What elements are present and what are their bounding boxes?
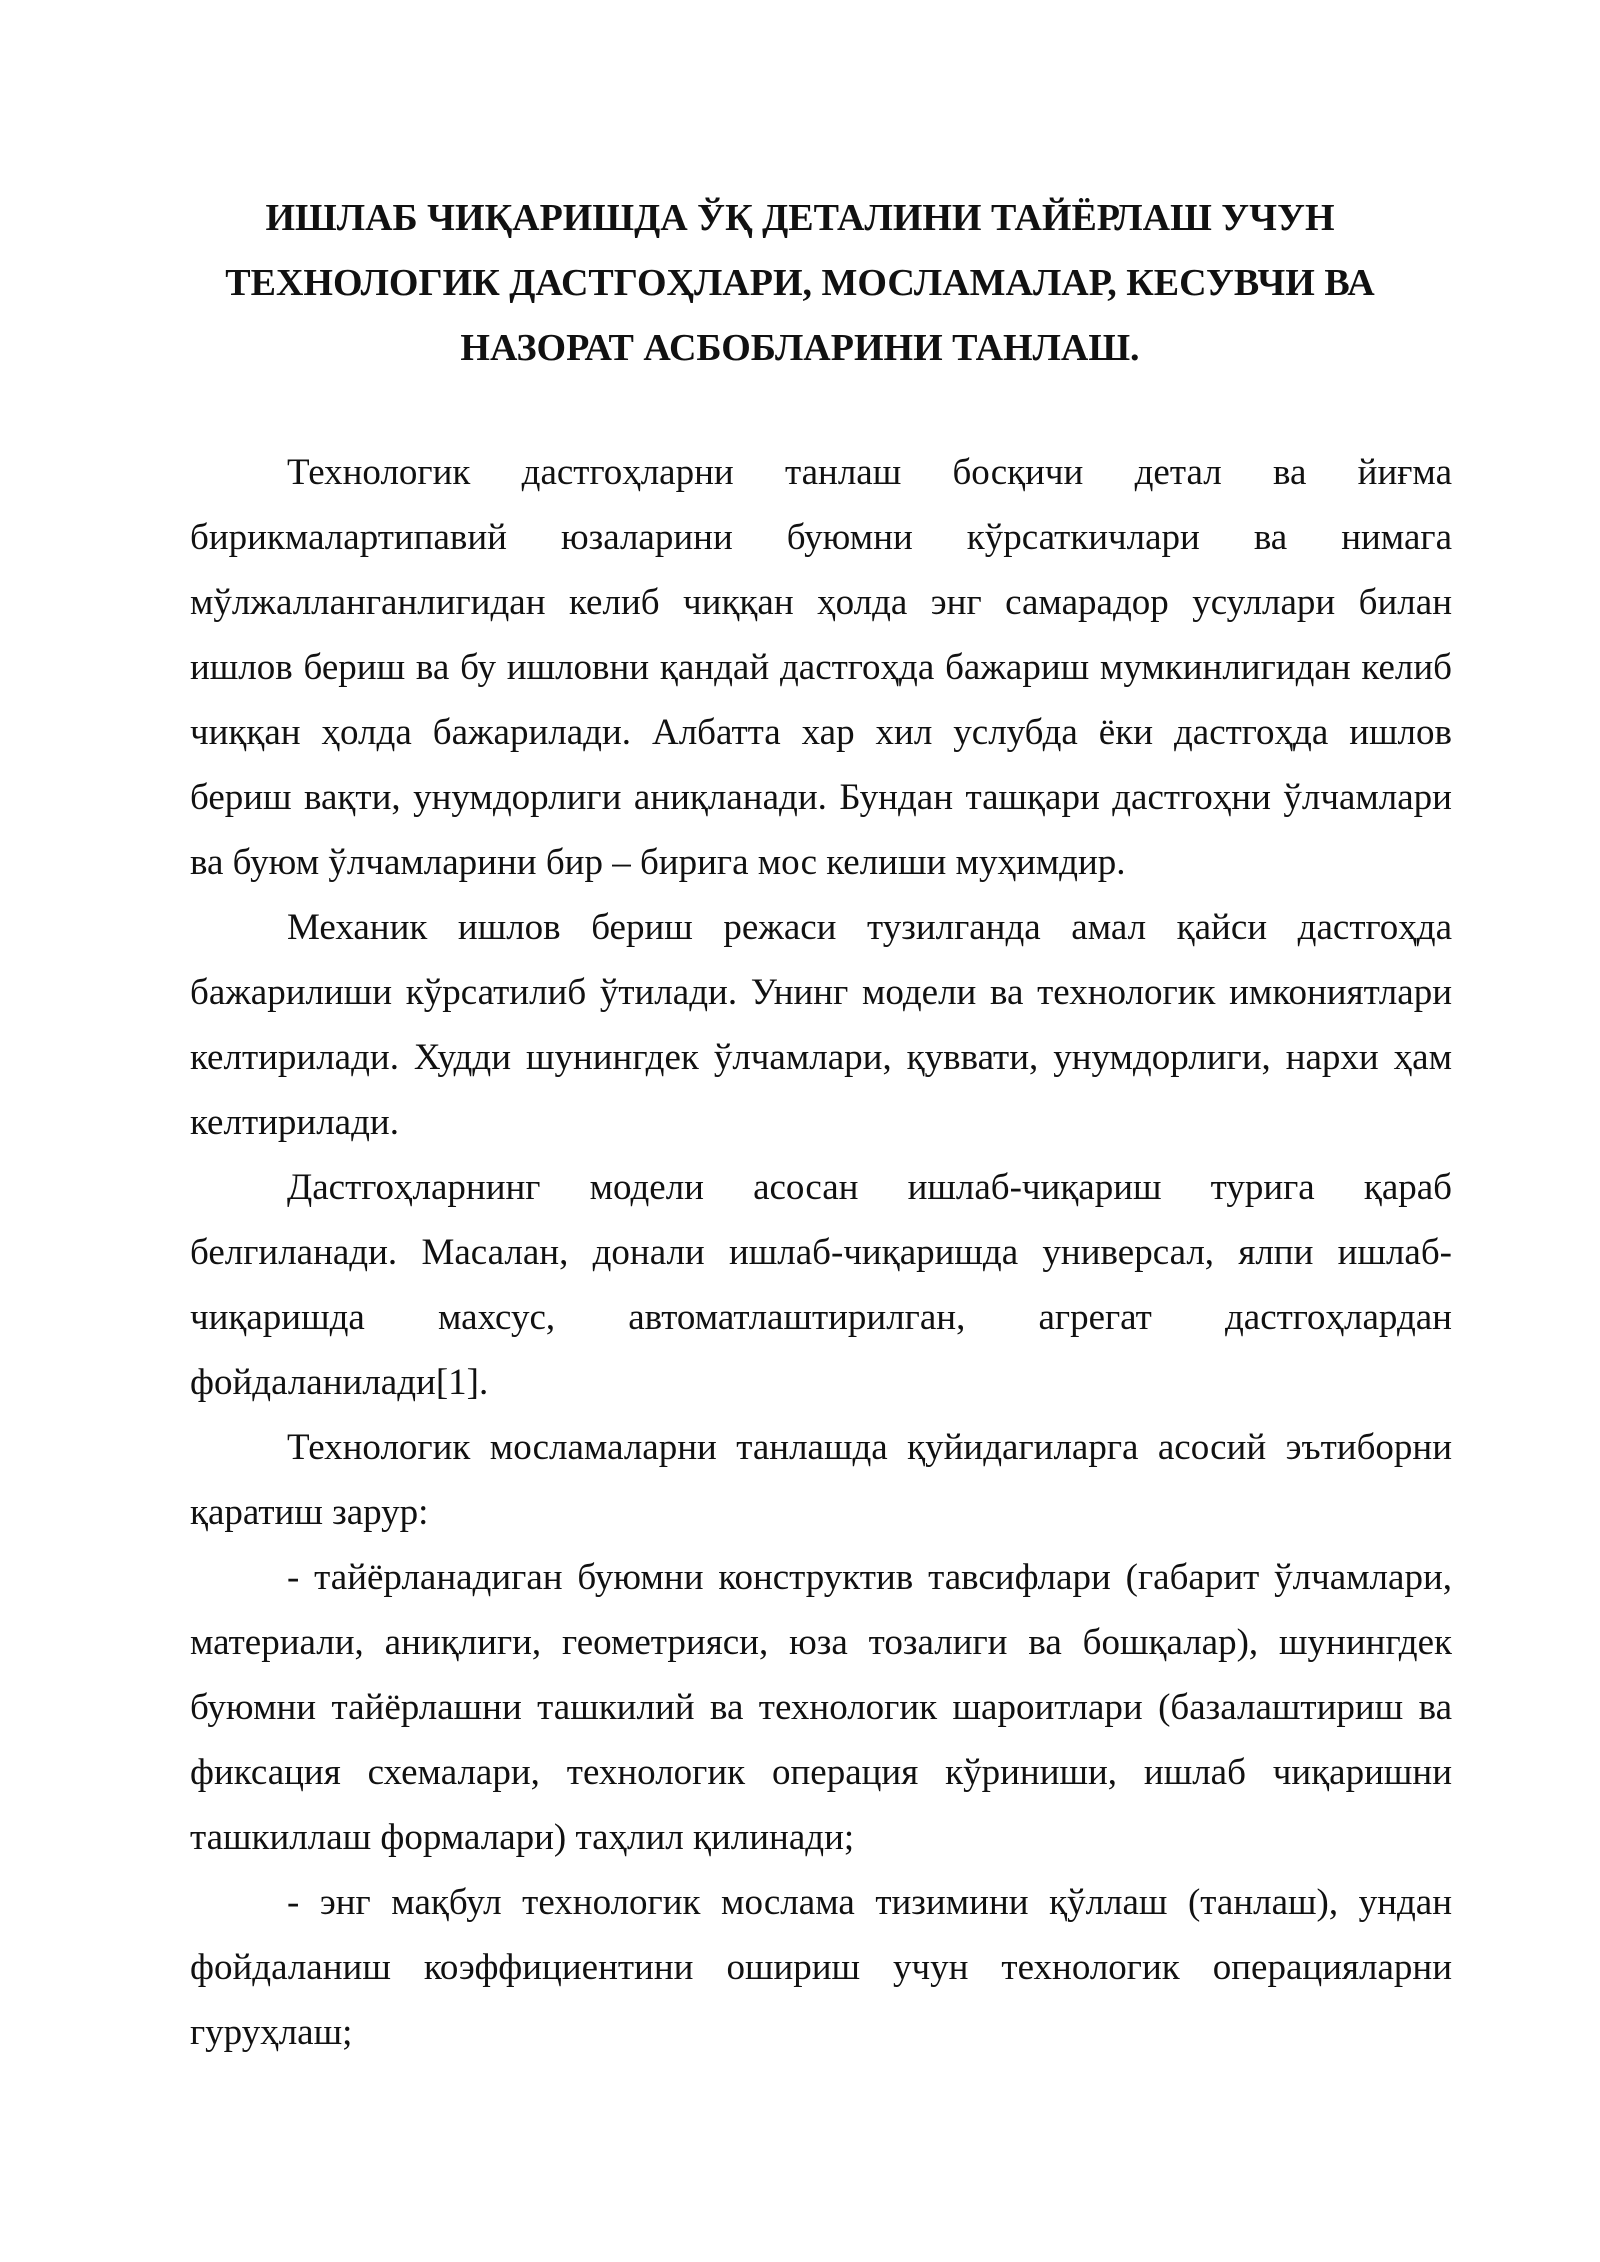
title-line-1: ИШЛАБ ЧИҚАРИШДА ЎҚ ДЕТАЛИНИ ТАЙЁРЛАШ УЧУН	[265, 197, 1335, 239]
document-title	[160, 186, 1440, 381]
paragraph-2: Механик ишлов бериш режаси тузилганда амал қайси дастгоҳда бажарилиши кўрсатилиб ўтилади. Унинг модели ва технологик имкониятлари келтирилади. Худди шунингдек ўлчамлари, қуввати, унумдорлиги, нархи ҳам келтирилади.	[190, 907, 1452, 1143]
title-line-3: НАЗОРАТ АСБОБЛАРИНИ ТАНЛАШ.	[460, 327, 1140, 369]
paragraph-4: Технологик мосламаларни танлашда қуйидагиларга асосий эътиборни қаратиш зарур:	[190, 1427, 1452, 1533]
document-body	[190, 440, 1452, 2065]
paragraph-5: - тайёрланадиган буюмни конструктив тавсифлари (габарит ўлчамлари, материали, аниқлиги, геометрияси, юза тозалиги ва бошқалар), шунингдек буюмни тайёрлашни ташкилий ва технологик шароитлари (базалаштириш ва фиксация схемалари, технологик операция кўриниши, ишлаб чиқаришни ташкиллаш формалари) таҳлил қилинади;	[190, 1557, 1452, 1858]
paragraph-1: Технологик дастгоҳларни танлаш босқичи детал ва йиғма бирикмалартипавий юзаларини буюмни кўрсаткичлари ва нимага мўлжалланганлигидан келиб чиққан ҳолда энг самарадор усуллари билан ишлов бериш ва бу ишловни қандай дастгоҳда бажариш мумкинлигидан келиб чиққан ҳолда бажарилади. Албатта хар хил услубда ёки дастгоҳда ишлов бериш вақти, унумдорлиги аниқланади. Бундан ташқари дастгоҳни ўлчамлари ва буюм ўлчамларини бир – бирига мос келиши муҳимдир.	[190, 452, 1452, 883]
paragraph-6: - энг мақбул технологик мослама тизимини қўллаш (танлаш), ундан фойдаланиш коэффициентини ошириш учун технологик операцияларни гуруҳлаш;	[190, 1882, 1452, 2053]
paragraph-3: Дастгоҳларнинг модели асосан ишлаб-чиқариш турига қараб белгиланади. Масалан, донали ишлаб-чиқаришда универсал, ялпи ишлаб-чиқаришда махсус, автоматлаштирилган, агрегат дастгоҳлардан фойдаланилади[1].	[190, 1167, 1452, 1403]
title-line-2: ТЕХНОЛОГИК ДАСТГОҲЛАРИ, МОСЛАМАЛАР, КЕСУВЧИ ВА	[225, 262, 1375, 304]
